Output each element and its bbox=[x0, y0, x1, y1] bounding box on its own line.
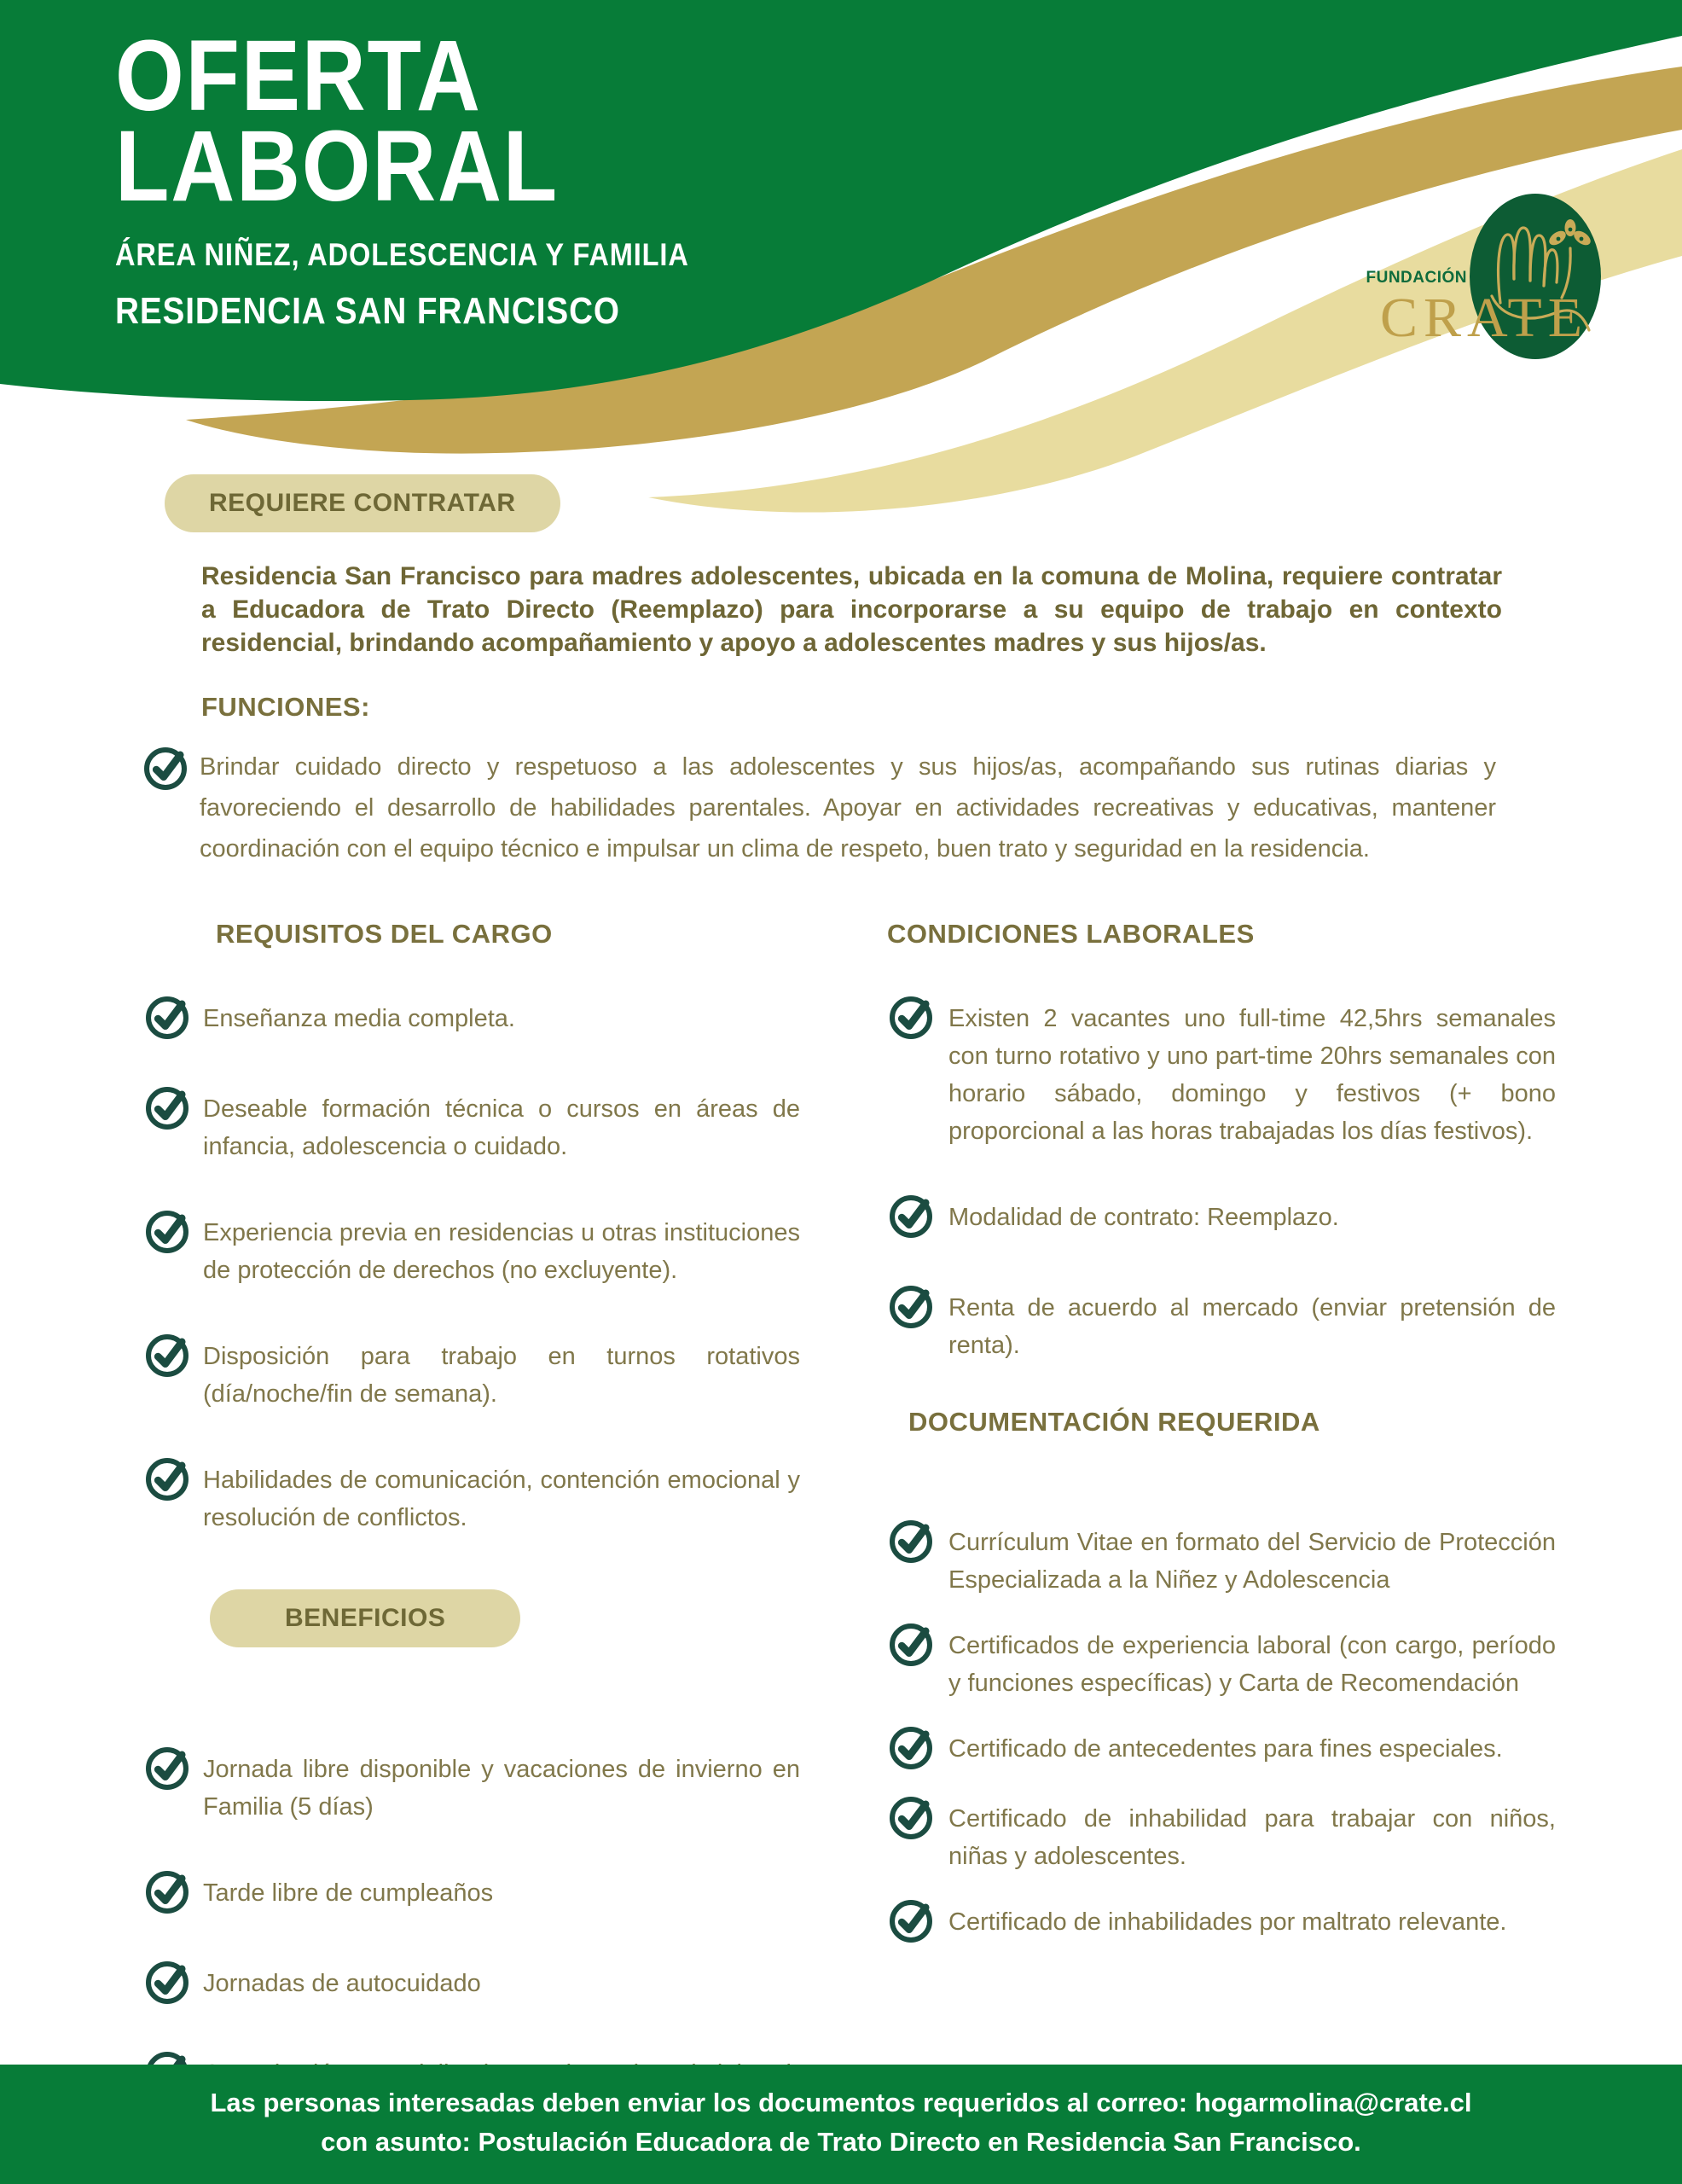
checklist-item-text: Certificado de inhabilidad para trabajar con niños, niñas y adolescentes. bbox=[948, 1805, 1556, 1870]
check-icon bbox=[143, 1208, 191, 1256]
requiere-contratar-badge: REQUIERE CONTRATAR bbox=[165, 474, 560, 532]
check-icon bbox=[143, 1455, 191, 1503]
checklist-item bbox=[887, 1518, 1622, 1599]
header-titles bbox=[115, 20, 689, 333]
check-icon bbox=[887, 1283, 935, 1331]
checklist-item bbox=[143, 1959, 806, 2007]
crate-wordmark: CRATE bbox=[1380, 287, 1589, 349]
footer-line-2: con asunto: Postulación Educadora de Trato Directo en Residencia San Francisco. bbox=[321, 2127, 1361, 2157]
check-icon bbox=[887, 994, 935, 1042]
checklist-item bbox=[887, 1193, 1622, 1240]
check-icon bbox=[887, 1897, 935, 1945]
check-icon bbox=[143, 1084, 191, 1132]
seed-leaves bbox=[1546, 219, 1592, 248]
checklist-item-text: Tarde libre de cumpleaños bbox=[203, 1879, 494, 1907]
checklist-item bbox=[887, 1621, 1622, 1702]
checklist-item bbox=[143, 1084, 806, 1165]
footer-contact-banner bbox=[0, 2065, 1682, 2184]
checklist-item bbox=[887, 1283, 1622, 1364]
checklist-item bbox=[887, 994, 1622, 1150]
check-icon bbox=[143, 1868, 191, 1916]
checklist-item-text: Brindar cuidado directo y respetuoso a las adolescentes y sus hijos/as, acompañando sus rutinas diarias y favoreciendo el desarrollo de habilidades parentales. Apoyar en actividades recreativas y educativas, mantener coordinación con el equipo técnico e impulsar un clima de respeto, buen trato y seguridad en la residencia. bbox=[200, 753, 1496, 863]
checklist-item-text: Certificado de antecedentes para fines especiales. bbox=[948, 1735, 1503, 1763]
checklist-item bbox=[143, 1745, 806, 1826]
checklist-item bbox=[143, 1332, 806, 1413]
intro-paragraph: Residencia San Francisco para madres adolescentes, ubicada en la comuna de Molina, requiere contratar a Educadora de Trato Directo (Reemplazo) para incorporarse a su equipo de trabajo en contexto residencial, brindando acompañamiento y apoyo a adolescentes madres y sus hijos/as. bbox=[201, 562, 1502, 657]
checklist-item bbox=[143, 1208, 806, 1289]
checklist-item-text: Jornada libre disponible y vacaciones de invierno en Familia (5 días) bbox=[203, 1756, 800, 1821]
checklist-item-text: Habilidades de comunicación, contención emocional y resolución de conflictos. bbox=[203, 1467, 800, 1531]
checklist-item bbox=[887, 1794, 1622, 1875]
page-title: OFERTA LABORAL bbox=[115, 20, 559, 223]
requisitos-heading: REQUISITOS DEL CARGO bbox=[216, 919, 553, 949]
footer-line-1: Las personas interesadas deben enviar los documentos requeridos al correo: hogarmolina@crate.cl bbox=[210, 2088, 1472, 2117]
documentacion-list bbox=[887, 1518, 1622, 1945]
main-content bbox=[0, 461, 1682, 2184]
checklist-item-text: Certificado de inhabilidades por maltrato relevante. bbox=[948, 1908, 1507, 1936]
fundacion-label: FUNDACIÓN bbox=[1366, 269, 1467, 287]
documentacion-heading: DOCUMENTACIÓN REQUERIDA bbox=[908, 1407, 1320, 1437]
checklist-item-text: Disposición para trabajo en turnos rotativos (día/noche/fin de semana). bbox=[203, 1343, 800, 1408]
check-icon bbox=[887, 1621, 935, 1669]
checklist-item bbox=[143, 1868, 806, 1916]
header bbox=[0, 0, 1682, 461]
checklist-item-text: Currículum Vitae en formato del Servicio de Protección Especializada a la Niñez y Adolescencia bbox=[948, 1529, 1556, 1594]
funciones-list bbox=[111, 745, 1622, 869]
checklist-item-text: Deseable formación técnica o cursos en áreas de infancia, adolescencia o cuidado. bbox=[203, 1095, 800, 1160]
check-icon bbox=[887, 1518, 935, 1565]
check-icon bbox=[887, 1724, 935, 1772]
page-subtitle: ÁREA NIÑEZ, ADOLESCENCIA Y FAMILIA bbox=[115, 237, 689, 272]
condiciones-list bbox=[887, 994, 1622, 1364]
checklist-item bbox=[142, 745, 1622, 869]
checklist-item-text: Enseñanza media completa. bbox=[203, 1005, 515, 1032]
checklist-item bbox=[143, 994, 806, 1042]
left-column bbox=[111, 919, 806, 2184]
check-icon bbox=[887, 1193, 935, 1240]
check-icon bbox=[142, 745, 189, 793]
checklist-item bbox=[887, 1724, 1622, 1772]
checklist-item-text: Renta de acuerdo al mercado (enviar pretensión de renta). bbox=[948, 1294, 1556, 1359]
beneficios-badge: BENEFICIOS bbox=[210, 1589, 520, 1647]
checklist-item bbox=[887, 1897, 1622, 1945]
checklist-item-text: Certificados de experiencia laboral (con cargo, período y funciones específicas) y Carta de Recomendación bbox=[948, 1632, 1556, 1697]
two-column-section bbox=[111, 919, 1622, 2184]
crate-logo bbox=[1361, 182, 1660, 421]
checklist-item bbox=[143, 1455, 806, 1536]
condiciones-heading: CONDICIONES LABORALES bbox=[887, 919, 1255, 949]
check-icon bbox=[143, 1959, 191, 2007]
checklist-item-text: Modalidad de contrato: Reemplazo. bbox=[948, 1204, 1339, 1231]
checklist-item-text: Existen 2 vacantes uno full-time 42,5hrs semanales con turno rotativo y uno part-time 20hrs semanales con horario sábado, domingo y festivos (+ bono proporcional a las horas trabajadas los días festivos). bbox=[948, 1005, 1556, 1145]
requisitos-list bbox=[111, 994, 806, 1536]
checklist-item-text: Jornadas de autocuidado bbox=[203, 1970, 481, 1997]
check-icon bbox=[887, 1794, 935, 1842]
funciones-heading: FUNCIONES: bbox=[201, 692, 370, 722]
check-icon bbox=[143, 1745, 191, 1792]
check-icon bbox=[143, 994, 191, 1042]
check-icon bbox=[143, 1332, 191, 1380]
right-column bbox=[887, 919, 1622, 2184]
checklist-item-text: Experiencia previa en residencias u otras instituciones de protección de derechos (no excluyente). bbox=[203, 1219, 800, 1284]
residence-name: RESIDENCIA SAN FRANCISCO bbox=[115, 290, 620, 332]
